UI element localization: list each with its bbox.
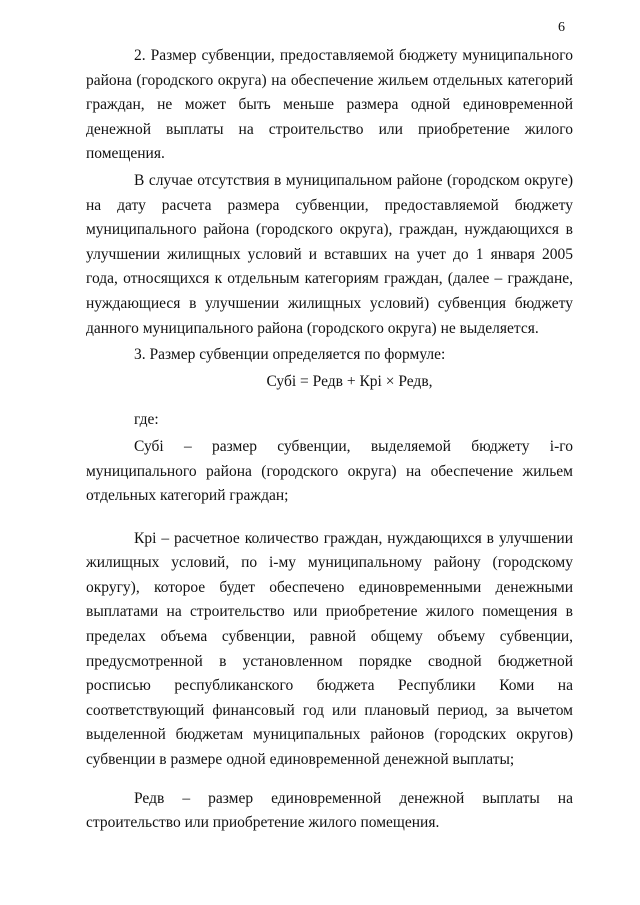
definition-subi: Субi – размер субвенции, выделяемой бюджету i-го муниципального района (городского округа) на обеспечение жильем отдельных категорий граждан;	[86, 437, 573, 505]
page-number: 6	[558, 20, 565, 35]
definition-kri: Крi – расчетное количество граждан, нуждающихся в улучшении жилищных условий, по i-му муниципальному району (городскому округу), которое будет обеспечено единовременными денежными выплатами на строительство или приобретение жилого помещения в пределах объема субвенции, равной общему объему субвенции, предусмотренной в установленном порядке сводной бюджетной росписью республиканского бюджета Республики Коми на соответствующий финансовый год или плановый период, за вычетом выделенной бюджетам муниципальных районов (городских округов) субвенции в размере одной единовременной денежной выплаты;	[86, 529, 573, 769]
paragraph-formula-intro: 3. Размер субвенции определяется по формуле:	[134, 346, 446, 364]
document-body	[86, 44, 573, 836]
paragraph-subsidy-size: 2. Размер субвенции, предоставляемой бюджету муниципального района (городского округа) на обеспечение жильем отдельных категорий граждан, не может быть меньше размера одной единовременной денежной выплаты на строительство или приобретение жилого помещения.	[86, 47, 573, 163]
paragraph-no-eligible-citizens: В случае отсутствия в муниципальном районе (городском округе) на дату расчета размера субвенции, предоставляемой бюджету муниципального района (городского округа), граждан, нуждающихся в улучшении жилищных условий и вставших на учет до 1 января 2005 года, относящихся к отдельным категориям граждан, (далее – граждане, нуждающиеся в улучшении жилищных условий) субвенция бюджету данного муниципального района (городского округа) не выделяется.	[86, 171, 573, 337]
formula: Субi = Редв + Крi × Редв,	[266, 372, 433, 390]
where-label: где:	[134, 411, 159, 429]
definition-redv: Редв – размер единовременной денежной выплаты на строительство или приобретение жилого помещения.	[86, 789, 573, 832]
